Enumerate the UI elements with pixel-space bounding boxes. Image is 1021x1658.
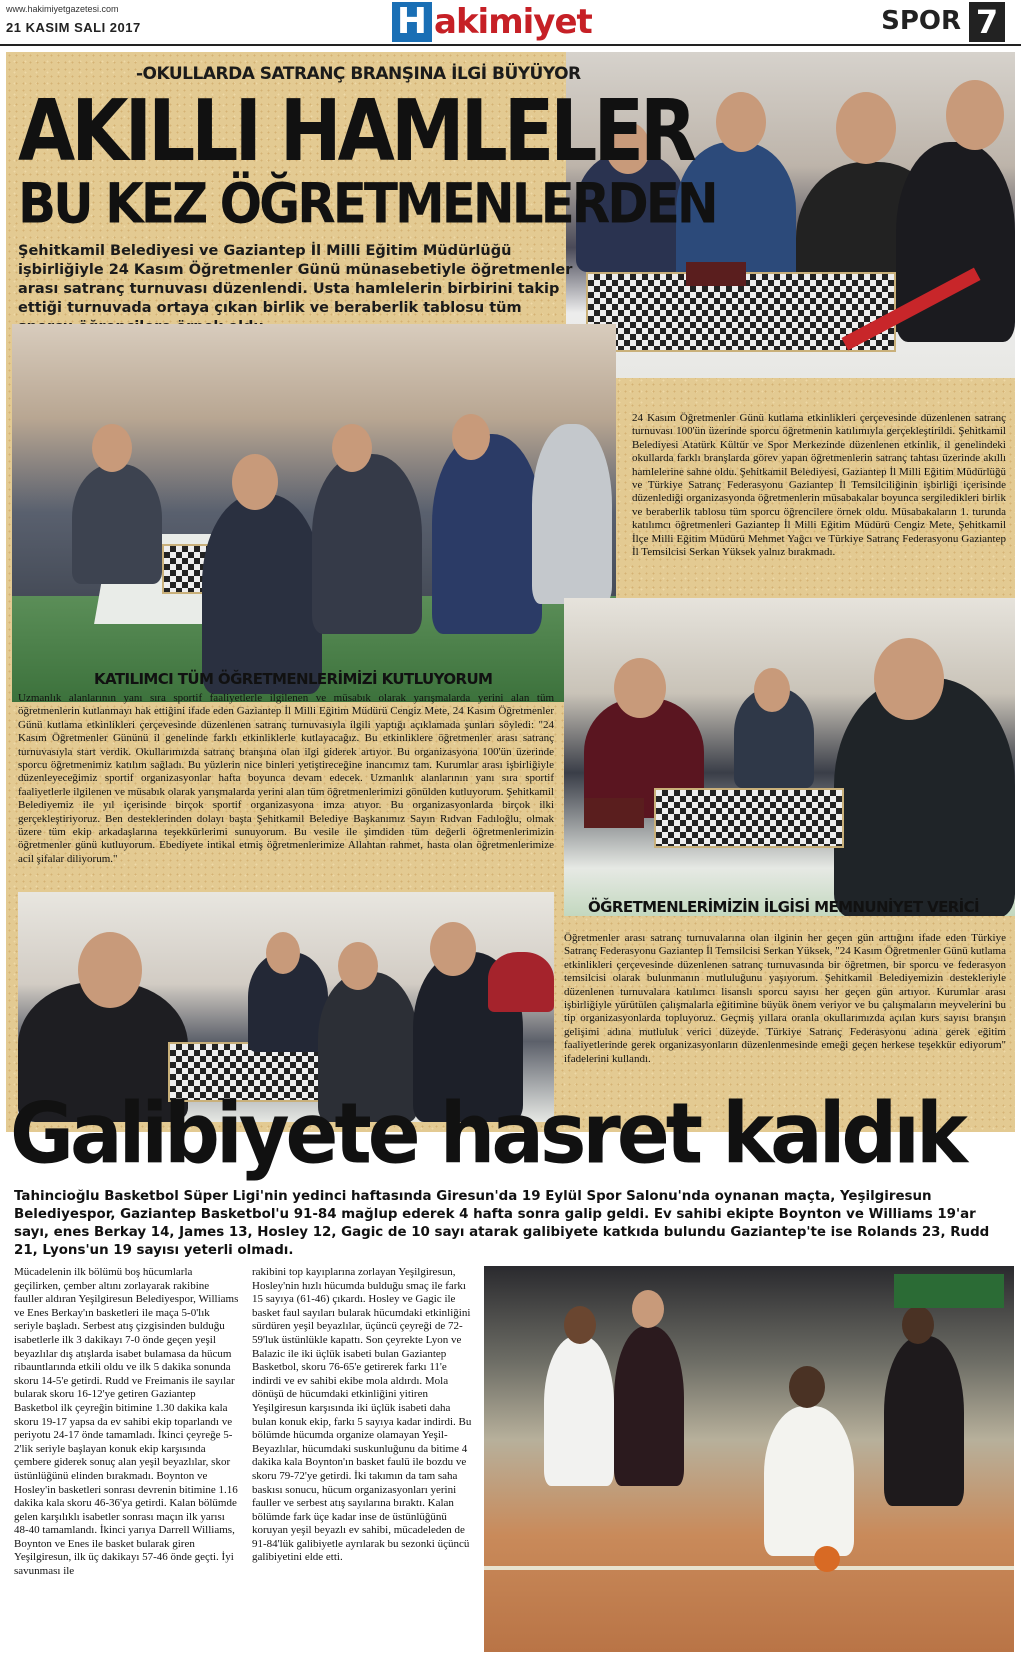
player-figure [532, 424, 612, 604]
photo-chess-hall [12, 324, 616, 702]
kicker: -OKULLARDA SATRANÇ BRANŞINA İLGİ BÜYÜYOR [136, 64, 581, 84]
chess-clock [686, 262, 746, 286]
player-head [716, 92, 766, 152]
player-head [232, 454, 278, 510]
photo-chess-players [564, 598, 1015, 916]
player-figure [544, 1336, 614, 1486]
player-head [266, 932, 300, 974]
player-head [564, 1306, 596, 1344]
subhead-ogretmenlerimizin: ÖĞRETMENLERİMİZİN İLGİSİ MEMNUNİYET VERİCİ [588, 898, 980, 916]
sponsor-banner [894, 1274, 1004, 1308]
chess-feature [6, 52, 1015, 1132]
player-figure [488, 952, 554, 1012]
player-figure [432, 434, 542, 634]
basketball-ball [814, 1546, 840, 1572]
headline-line1: AKILLI HAMLELER [18, 82, 693, 181]
player-head [874, 638, 944, 720]
chess-lead: Şehitkamil Belediyesi ve Gaziantep İl Milli Eğitim Müdürlüğü işbirliğiyle 24 Kasım Öğretmenler Günü münasebetiyle öğretmenler arası satranç turnuvası düzenlendi. Usta hamlelerin birbirini takip ettiği turnuvada ortaya çıkan birlik ve beraberlik tablosu tüm [18, 243, 573, 316]
basketball-lead: Tahincioğlu Basketbol Süper Ligi'nin yedinci haftasında Giresun'da 19 Eylül Spor Salonu'nda oynanan maçta, Yeşilgiresun Belediyespor, Gaziantep Basketbol'u 91-84 mağlup ederek 4 hafta sonra galip geldi. Ev sahibi ekipte Boynton ve Williams 19'ar sayı, enes Berkay 14, James 13, Hosley 12, Gagic de 10 sayı atarak galibiyete katkıda bulundu Gaziantep'te ise Rolands 23, Rudd 21, Lyons'un 19 sayısı yeterli olmadı. [14, 1189, 990, 1258]
basketball-col-2: rakibini top kayıplarına zorlayan Yeşilgiresun, Hosley'nin hızlı hücumda bulduğu smaç ile farkı 15 sayıya (61-46) çıkardı. Hosley ve Gagic ile basket faul sayıları bularak hücumdaki etkinliğini sürdüren yeşil beyazlılar, üçüncü çeyreği de 72-59'luk üstünlükle kapattı. Son çeyrekte Lyon ve Balazic ile iki üçlük isabeti bulan Gaziantep Basketbol, skoru 76-65'e getirerek farkı 11'e indirdi ve ev sahibi ekibe mola aldırdı. Mola dönüşü de hücumdaki etkinliğini yitiren Yeşilgiresun karşısında iki üçlük isabeti daha bulan konuk ekip, farkı 5 sayıya kadar indirdi. Bu bölümde hücumda organize olamayan Yeşil-Beyazlılar, hücumdaki suskunluğunu da bitime 4 dakika kala Boynton'ın basket faulü ile bozdu ve skoru 79-72'ye getirdi. İki takımın da tam saha baskısı sonucu, hücum organizasyonları yerini fauller ve serbest atış sayılarına bıraktı. Kalan bölümde fark üçe kadar inse de üstünlüğünü koruyan yeşil beyazlı ev sahibi, mücadeleden de 91-84'lük galibiyetle ayrılarak bu sezonki üçüncü galibiyetini elde etti. [252, 1266, 472, 1564]
player-head [332, 424, 372, 472]
player-head [452, 414, 490, 460]
player-head [946, 80, 1004, 150]
court-line [484, 1566, 1014, 1570]
player-head [78, 932, 142, 1008]
page-header [0, 0, 1021, 46]
photo-basketball-match [484, 1266, 1014, 1652]
issue-date: 21 KASIM SALI 2017 [6, 20, 141, 35]
chess-body-2: Uzmanlık alanlarının yanı sıra sportif faaliyetlerle ilgilenen ve müsabık olarak yarışmalarda yerini alan tüm öğretmenlerin kutlanmayı hak ettiğini ifade eden Gaziantep İl Milli Eğitim Müdürü Cengiz Mete, 24 Kasım Öğretmenler Günü kutlama etkinlikleri çerçevesinde düzenlenen satranç turnuvasıyla ilgili yaptığı açıklamada şunları söyledi: "24 Kasım Öğretmenler Gününü il genelinde farklı etkinliklerle kutlayacağız. Bu etkinliklere öğretmenler arası satranç turnuvasıyla start verdik. Okullarımızda satranç branşına olan ilgi giderek artıyor. Bu organizasyona 100'ün üzerinde sporcu öğretmenimiz katılım sağladı. Bu yüzlerin nice binleri yetiştireceğine inancımız tam. Kurumlar arası işbirliğiyle düzenleyeceğimiz sportif organizasyonlar hafta boyunca devam edecek. Uzmanlık alanlarının yanı sıra sportif faaliyetlerle ilgilenen ve müsabık olarak yarışmalarda yerini alan tüm öğretmenlerimizi gönülden kutluyorum. Şehitkamil Belediyemiz ile yıl içerisinde birçok sportif organizasyona imza atıyor. Bu organizasyonlarda birçok ilki gerçekleştiriyoruz. Ben desteklerinden dolayı başta Şehitkamil Belediye Başkanımız Sayın Rıdvan Fadıloğlu, olmak üzere tüm ekip arkadaşlarına teşekkürlerimi sunuyorum. Bu vesile ile şimdiden tüm değerli öğretmenlerimizin öğretmenler günü kutluyorum. Ebediyete intikal etmiş öğretmenlerimize Allahtan rahmet, hasta olan öğretmenlerimize acil şifalar diliyorum." [18, 692, 554, 865]
headline-line2: BU KEZ ÖĞRETMENLERDEN [18, 172, 716, 236]
chess-board [654, 788, 844, 848]
player-head [338, 942, 378, 990]
page-number: 7 [969, 2, 1005, 42]
player-figure [884, 1336, 964, 1506]
player-figure [614, 1326, 684, 1486]
player-head [789, 1366, 825, 1408]
chess-body-3: Öğretmenler arası satranç turnuvalarına olan ilginin her geçen gün arttığını ifade eden Türkiye Satranç Federasyonu Gaziantep İl Temsilcisi Serkan Yüksek, "24 Kasım Öğretmenler Günü kutlama etkinlikleri çerçevesinde düzenlenen satranç turnuvasında bir öğretmen, bir sporcu ve federasyon temsilcisi olarak bulunmanın mutluluğunu yaşıyorum. Şehitkamil Belediyemizin destekleriyle düzenlenen turnuvalara katılımcı lisanslı sporcu sayısı her geçen gün artıyor. Kurumlar arası işbirliğiyle yürütülen çalışmalarla eğitimine büyük önem veriyor ve bu çalışmaların meyvelerini bu tip organizasyonlarda topluyoruz. Geçmiş yıllara oranla okullarımızda açılan kurs sayısı branşın gelişimi adına mutluluk verici düzeyde. Türkiye Satranç Federasyonu adına gerek eğitim faaliyetlerinde gerek organizasyonların düzenlenmesinde emeği geçen herkese teşekkür ediyorum" ifadelerini kullandı. [564, 932, 1006, 1065]
player-head [902, 1306, 934, 1344]
basketball-col-1: Mücadelenin ilk bölümü boş hücumlarla geçilirken, çember altını zorlayarak rakibine fauller aldıran Yeşilgiresun Belediyespor, Williams ve Enes Berkay'ın basketleri ile maça 5-0'lık seriyle başladı. Serbest atış çizgisinden bulduğu isabetlerle ilk 3 dakikayı 7-0 önde geçen yeşil beyazlılar dış atışlarda isabet bulamasa da hücum ribauntlarında etkili oldu ve ilk 5 dakika sonunda skoru 14-5'e getirdi. Rudd ve Freimanis ile sayılar bularak skoru 16-12'ye getiren Gaziantep Basketbol ilk çeyreğin bitimine 1.30 dakika kala skoru 19-17 yapsa da ev sahibi ekip toparlandı ve periyotu 24-17 önde tamamladı. İkinci çeyreğe 5-2'lik seriyle başlayan konuk ekip karşısında çembere giderek sonuç alan yeşil beyazlılar, skor üstünlüğünü elinden bırakmadı. Boynton ve Hosley'in basketleri sonrası devrenin bitimine 1.16 dakika kala skoru 46-36'ya getirdi. Kalan bölümde gelen karşılıklı isabetler sonrası maçın ilk yarısı 48-40 tamamlandı. İkinci yarıya Darrell Williams, Boynton ve Enes ile basket bularak giren Yeşilgiresun, ilk üç dakikayı 57-46 önde geçti. İyi savunması ile [14, 1266, 239, 1578]
newspaper-logo[interactable] [392, 2, 604, 42]
player-head [836, 92, 896, 164]
logo-text: akimiyet [434, 2, 592, 42]
player-head [614, 658, 666, 718]
player-figure [764, 1406, 854, 1556]
player-figure [72, 464, 162, 584]
subhead-katilimci: KATILIMCI TÜM ÖĞRETMENLERİMİZİ KUTLUYORUM [94, 670, 493, 688]
chess-clock [584, 798, 644, 828]
player-head [430, 922, 476, 976]
logo-h-box: H [392, 2, 432, 42]
player-head [754, 668, 790, 712]
site-url[interactable]: www.hakimiyetgazetesi.com [6, 4, 119, 14]
basketball-headline: Galibiyete hasret kaldık [10, 1086, 964, 1184]
player-figure [312, 454, 422, 634]
section-name: SPOR [881, 6, 961, 36]
player-head [632, 1290, 664, 1328]
player-figure [202, 494, 322, 694]
player-head [92, 424, 132, 472]
chess-body-1: 24 Kasım Öğretmenler Günü kutlama etkinlikleri çerçevesinde düzenlenen satranç turnuvası 100'ün üzerinde sporcu öğretmenin katılımıyla gerçekleştirildi. Şehitkamil Belediyesi Atatürk Kültür ve Spor Merkezinde düzenlenen etkinlik, il genelindeki okullarda farklı branşlarda görev yapan öğretmenlerin satranç tahtası üzerinde akıllı hamlelerine sahne oldu. Şehitkamil Belediyesi, Gaziantep İl Milli Eğitim Müdürlüğü ve Türkiye Satranç Federasyonu Gaziantep İl Temsilciliğinin işbirliği içerisinde düzenlediği organizasyonda öğretmenlerin müsabakalar boyunca sergiledikleri birlik ve beraberlik tablosu tüm sporcu öğrencilere örnek oldu. Müsabakaların 1. turunda katılımcı öğretmenleri Gaziantep İl Milli Eğitim Müdürü Cengiz Mete, Şehitkamil İlçe Milli Eğitim Müdürü Mehmet Yağcı ve Türkiye Satranç Federasyonu Gaziantep İl Temsilcisi Serkan Yüksek yalnız bırakmadı. [632, 412, 1006, 559]
